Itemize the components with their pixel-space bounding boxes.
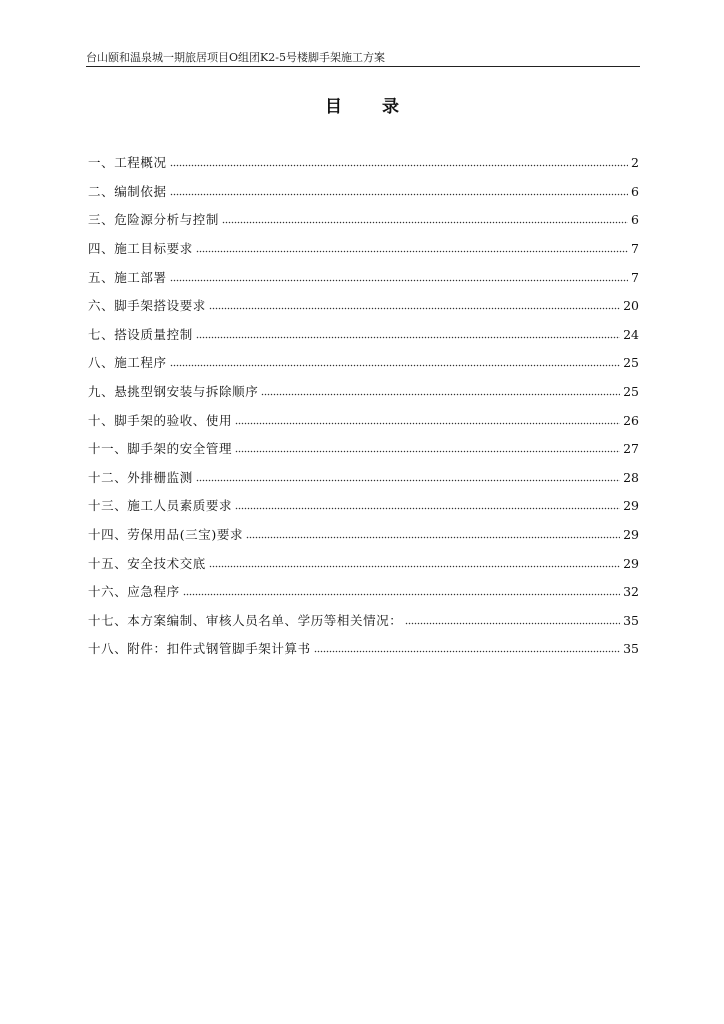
toc-entry-label: 五、施工部署 bbox=[88, 269, 167, 285]
toc-entry-label: 一、工程概况 bbox=[88, 155, 167, 171]
toc-entry[interactable] bbox=[88, 378, 639, 407]
toc-entry-label: 四、施工目标要求 bbox=[88, 241, 193, 257]
toc-dot-leader bbox=[314, 650, 620, 653]
toc-dot-leader bbox=[183, 593, 620, 596]
toc-entry[interactable] bbox=[88, 549, 639, 578]
table-of-contents bbox=[88, 149, 639, 664]
toc-dot-leader bbox=[196, 479, 620, 482]
toc-dot-leader bbox=[235, 507, 620, 510]
toc-entry-label: 十六、应急程序 bbox=[88, 584, 180, 600]
toc-entry-page: 35 bbox=[623, 641, 639, 657]
toc-entry[interactable] bbox=[88, 149, 639, 178]
toc-entry[interactable] bbox=[88, 435, 639, 464]
toc-entry-label: 十二、外排栅监测 bbox=[88, 469, 193, 485]
toc-entry[interactable] bbox=[88, 635, 639, 664]
toc-entry-page: 25 bbox=[623, 384, 639, 400]
toc-entry-page: 25 bbox=[623, 355, 639, 371]
toc-dot-leader bbox=[246, 536, 620, 539]
toc-entry-label: 七、搭设质量控制 bbox=[88, 326, 193, 342]
toc-dot-leader bbox=[222, 221, 628, 224]
toc-entry-label: 八、施工程序 bbox=[88, 355, 167, 371]
toc-entry-page: 24 bbox=[623, 326, 639, 342]
toc-entry-label: 十四、劳保用品(三宝)要求 bbox=[88, 527, 244, 543]
toc-entry-label: 十三、施工人员素质要求 bbox=[88, 498, 233, 514]
toc-dot-leader bbox=[170, 193, 628, 196]
toc-dot-leader bbox=[209, 565, 620, 568]
toc-entry-label: 三、危险源分析与控制 bbox=[88, 212, 220, 228]
toc-entry-label: 十八、附件：扣件式钢管脚手架计算书 bbox=[88, 641, 311, 657]
toc-entry-page: 29 bbox=[623, 498, 639, 514]
toc-entry[interactable] bbox=[88, 464, 639, 493]
toc-dot-leader bbox=[170, 279, 628, 282]
toc-dot-leader bbox=[405, 622, 620, 625]
toc-entry[interactable] bbox=[88, 206, 639, 235]
toc-entry[interactable] bbox=[88, 492, 639, 521]
toc-entry[interactable] bbox=[88, 521, 639, 550]
toc-entry[interactable] bbox=[88, 235, 639, 264]
toc-entry[interactable] bbox=[88, 607, 639, 636]
toc-entry-label: 六、脚手架搭设要求 bbox=[88, 298, 206, 314]
toc-entry-page: 6 bbox=[631, 183, 639, 199]
toc-entry-label: 十七、本方案编制、审核人员名单、学历等相关情况： bbox=[88, 612, 403, 628]
toc-entry[interactable] bbox=[88, 406, 639, 435]
toc-entry-page: 26 bbox=[623, 412, 639, 428]
toc-entry-label: 十一、脚手架的安全管理 bbox=[88, 441, 233, 457]
toc-entry-page: 20 bbox=[623, 298, 639, 314]
toc-entry[interactable] bbox=[88, 349, 639, 378]
toc-entry-page: 7 bbox=[631, 241, 639, 257]
toc-entry-page: 27 bbox=[623, 441, 639, 457]
toc-entry-label: 二、编制依据 bbox=[88, 183, 167, 199]
toc-entry-page: 29 bbox=[623, 555, 639, 571]
toc-entry[interactable] bbox=[88, 321, 639, 350]
toc-entry[interactable] bbox=[88, 178, 639, 207]
toc-entry-page: 28 bbox=[623, 469, 639, 485]
toc-dot-leader bbox=[209, 307, 620, 310]
toc-entry-page: 29 bbox=[623, 527, 639, 543]
page-header-text: 台山颐和温泉城一期旅居项目O组团K2-5号楼脚手架施工方案 bbox=[86, 51, 385, 64]
page-header bbox=[86, 50, 640, 67]
toc-entry-page: 35 bbox=[623, 612, 639, 628]
toc-dot-leader bbox=[170, 364, 620, 367]
toc-entry-label: 九、悬挑型钢安装与拆除顺序 bbox=[88, 384, 259, 400]
toc-entry-page: 6 bbox=[631, 212, 639, 228]
toc-dot-leader bbox=[235, 422, 620, 425]
toc-entry-page: 32 bbox=[623, 584, 639, 600]
toc-title: 目 录 bbox=[325, 97, 416, 117]
toc-entry-label: 十、脚手架的验收、使用 bbox=[88, 412, 233, 428]
toc-dot-leader bbox=[235, 450, 620, 453]
toc-dot-leader bbox=[261, 393, 620, 396]
toc-entry-page: 2 bbox=[631, 155, 639, 171]
toc-entry-page: 7 bbox=[631, 269, 639, 285]
toc-dot-leader bbox=[170, 164, 628, 167]
toc-entry[interactable] bbox=[88, 292, 639, 321]
toc-dot-leader bbox=[196, 336, 620, 339]
toc-dot-leader bbox=[196, 250, 628, 253]
toc-entry-label: 十五、安全技术交底 bbox=[88, 555, 206, 571]
toc-entry[interactable] bbox=[88, 578, 639, 607]
toc-entry[interactable] bbox=[88, 263, 639, 292]
